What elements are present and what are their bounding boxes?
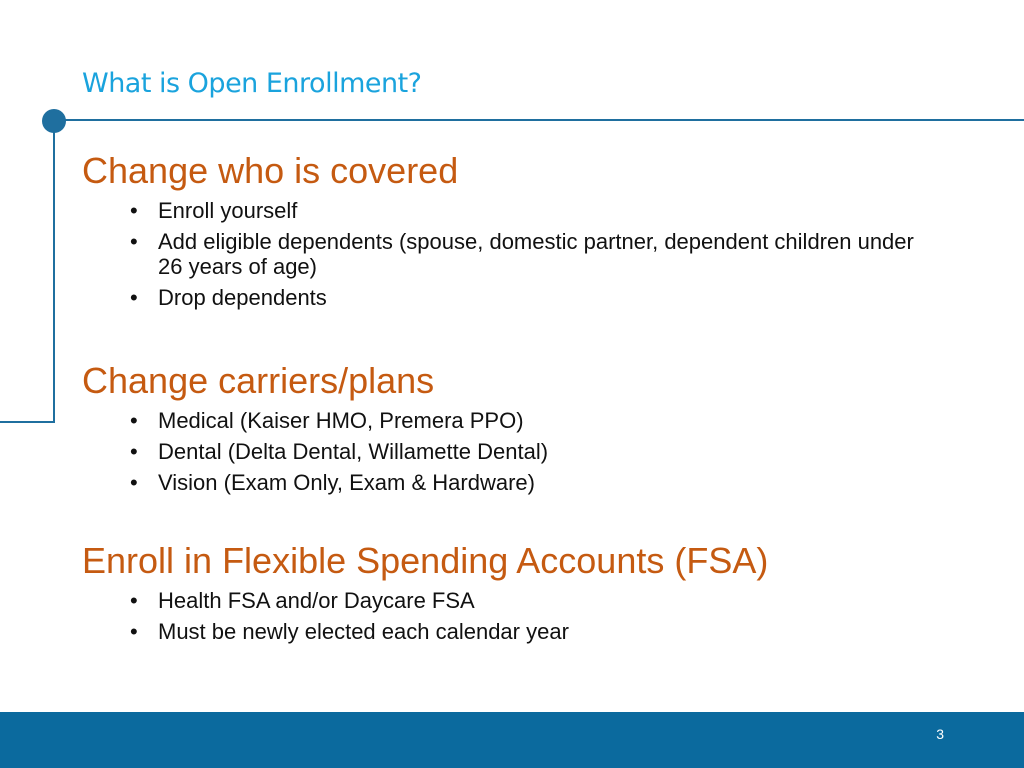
bullet-glyph: • — [130, 588, 138, 613]
accent-dot — [42, 109, 66, 133]
bullet-text: Medical (Kaiser HMO, Premera PPO) — [158, 408, 524, 433]
bullet-list — [82, 408, 548, 495]
section-enroll-fsa — [82, 540, 768, 650]
accent-side-line — [0, 421, 55, 423]
accent-title-underline — [55, 119, 1024, 121]
section-change-who-is-covered — [82, 150, 918, 316]
bullet-item — [130, 439, 549, 464]
bullet-item — [130, 619, 768, 644]
bullet-glyph: • — [130, 470, 138, 495]
bullet-glyph: • — [130, 229, 138, 254]
section-change-carriers-plans — [82, 360, 548, 501]
bullet-item — [130, 470, 548, 495]
bullet-glyph: • — [130, 439, 138, 464]
bullet-item — [130, 408, 548, 433]
footer-bar — [0, 712, 1024, 768]
bullet-item — [130, 229, 918, 279]
bullet-item — [130, 198, 918, 223]
bullet-text: Health FSA and/or Daycare FSA — [158, 588, 475, 613]
page-number: 3 — [936, 726, 944, 742]
bullet-text: Add eligible dependents (spouse, domestic partner, dependent children under 26 years of age) — [158, 229, 914, 279]
bullet-glyph: • — [130, 198, 138, 223]
bullet-text: Drop dependents — [158, 285, 327, 310]
section-heading: Change who is covered — [82, 150, 459, 191]
bullet-text: Dental (Delta Dental, Willamette Dental) — [158, 439, 549, 464]
bullet-glyph: • — [130, 408, 138, 433]
bullet-item — [130, 588, 768, 613]
bullet-text: Vision (Exam Only, Exam & Hardware) — [158, 470, 535, 495]
bullet-glyph: • — [130, 285, 138, 310]
bullet-glyph: • — [130, 619, 138, 644]
bullet-text: Enroll yourself — [158, 198, 298, 223]
bullet-list — [82, 588, 768, 644]
accent-vertical-line — [53, 120, 55, 423]
section-heading: Enroll in Flexible Spending Accounts (FSA) — [82, 540, 769, 581]
bullet-list — [82, 198, 918, 310]
bullet-text: Must be newly elected each calendar year — [158, 619, 569, 644]
section-heading: Change carriers/plans — [82, 360, 435, 401]
slide-title: What is Open Enrollment? — [82, 68, 422, 99]
bullet-item — [130, 285, 918, 310]
